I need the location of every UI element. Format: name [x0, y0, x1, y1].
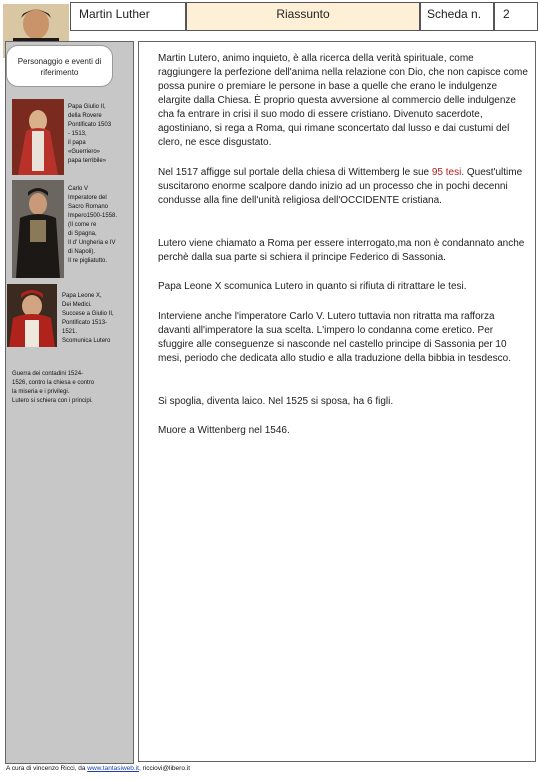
footer-credit	[6, 765, 190, 772]
footer-suffix: , ricciovi@libero.it	[138, 765, 190, 772]
pope-julius-portrait	[12, 99, 64, 175]
paragraph-4: Papa Leone X scomunica Lutero in quanto si rifiuta di ritrattare le tesi.	[158, 281, 467, 292]
header-section: Riassunto	[186, 2, 420, 31]
paragraph-3: Lutero viene chiamato a Roma per essere interrogato,ma non è condannato anche perchè dalla sua parte si schiera il principe Federico di Sassonia.	[158, 238, 525, 263]
paragraph-2-text-b: . Quest'ultime suscitarono enorme scalpore dando inizio ad un processo che in pochi decenni condusse alla fine dell'unità religiosa dell'OCCIDENTE cristiana.	[158, 167, 523, 206]
header-title: Martin Luther	[70, 2, 186, 31]
paragraph-1: Martin Lutero, animo inquieto, è alla ricerca della verità spirituale, come raggiungere la perfezione dell'anima nella relazione con Dio, che non capisce come possa punire o premiare le persone in base a quelle che erano le indulgenze elargite dalla Chiesa. È proprio questa avversione al commercio delle indulgenze cha fa entrare in crisi il suo modo di essere cristiano. Divenuto sacerdote, agostiniano, si rega a Roma, qui rimane sconcertato dal lusso e dai custumi del clero, ne esce disgustato.	[158, 53, 528, 148]
person-caption-charles: Carlo V Imperatore del Sacro Romano Impero1500-1558. (Il come re di Spagna, Il d' Ungheria e IV di Napoli). Il re pigliatutto.	[68, 186, 118, 264]
sheet-number: 2	[494, 2, 538, 31]
footer-prefix: A cura di vincenzo Ricci, da	[6, 765, 88, 772]
paragraph-2-text-a: Nel 1517 affigge sul portale della chiesa di Wittemberg le sue	[158, 167, 432, 178]
charles-v-portrait	[12, 180, 64, 278]
paragraph-6: Si spoglia, diventa laico. Nel 1525 si sposa, ha 6 figli.	[158, 396, 394, 407]
event-note: Guerra dei contadini 1524- 1526, contro la chiesa e contro la miseria e i privilegi. Lutero si schiera con i principi.	[12, 371, 95, 404]
paragraph-7: Muore a Wittenberg nel 1546.	[158, 425, 290, 436]
sidebar-heading: Personaggio e eventi di riferimento	[6, 45, 113, 87]
paragraph-2	[158, 166, 528, 208]
sheet-label: Scheda n.	[420, 2, 494, 31]
paragraph-5: Interviene anche l'imperatore Carlo V. Lutero tuttavia non ritratta ma rafforza davanti all'imperatore la sua scelta. L'impero lo condanna come eretico. Per sfuggire alle conseguenze si nasconde nel castello principe di Sassonia per 10 mesi, periodo che dedicata allo studio e alla traduzione della bibbia in tesdesco.	[158, 311, 512, 364]
pope-leo-portrait	[7, 284, 57, 347]
footer-website-link[interactable]: www.tantasiweb.it	[87, 765, 139, 772]
person-caption-leo: Papa Leone X, Dei Medici. Succese a Giulio II, Pontificato 1513- 1521. Scomunica Lutero	[62, 293, 114, 344]
theses-highlight: 95 tesi	[431, 167, 462, 178]
person-caption-julius: Papa Giulio II, della Rovere Pontificato 1503 - 1513, il papa «Guerriero» papa terribile»	[68, 104, 112, 164]
